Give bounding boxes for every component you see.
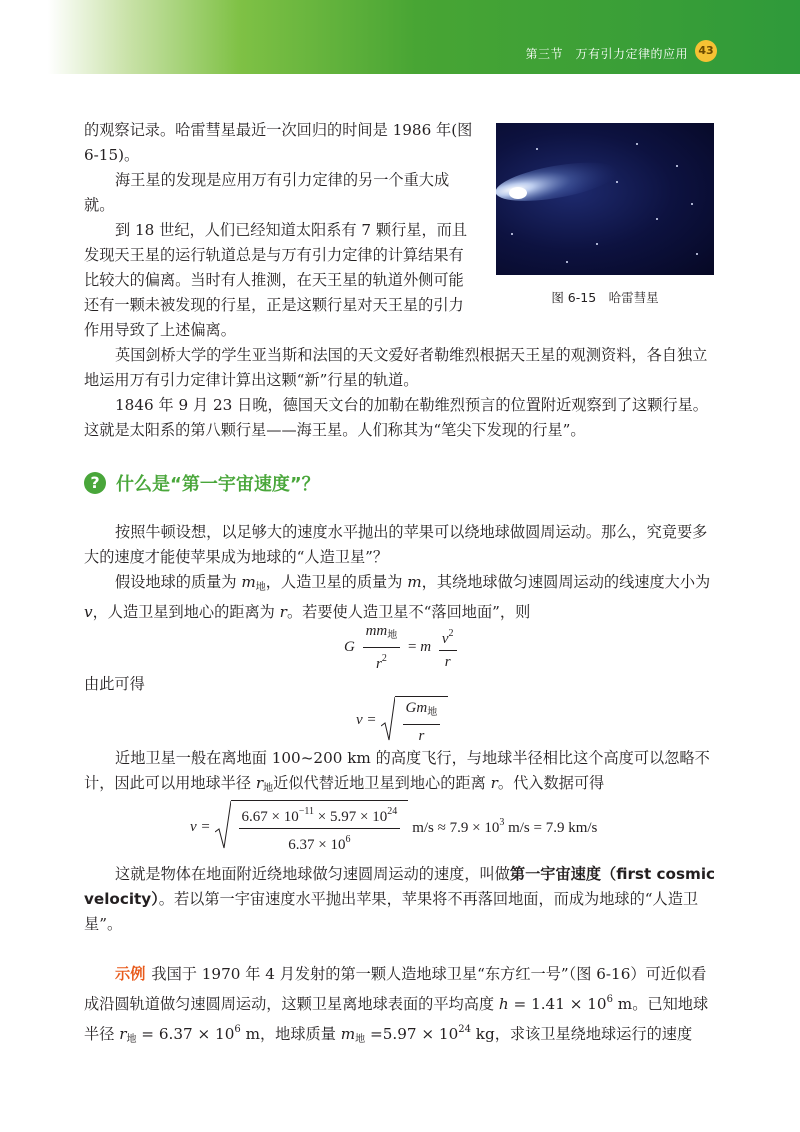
text-run: ，人造卫星的质量为 xyxy=(265,573,408,591)
superscript: 6 xyxy=(345,834,351,845)
fraction-numerator xyxy=(239,803,401,829)
formula-symbol: r xyxy=(444,653,451,670)
number: =5.97 × 10 xyxy=(365,1025,459,1043)
halley-comet-figure xyxy=(496,123,714,275)
fraction-numerator xyxy=(439,625,457,651)
fraction-numerator xyxy=(363,622,401,648)
text-run: 我国于 1970 年 4 月发射的第一颗人造地球卫星“东方红一号”（图 6-16）可近似看成沿圆轨道做匀速圆周运动，这颗卫星离地球表面的平均高度 xyxy=(84,965,707,1013)
section-title: 什么是“第一宇宙速度”？ xyxy=(116,474,320,495)
text-run: 近地卫星一般在离地面 100~200 km 的高度飞行，与地球半径相比这个高度可以忽略不计，因此可以用地球半径 xyxy=(84,749,710,792)
formula-result xyxy=(412,817,597,837)
formula-velocity-numeric xyxy=(190,800,597,854)
section-header-title: 第三节 万有引力定律的应用 xyxy=(525,47,688,61)
page-header xyxy=(0,0,800,74)
subscript-earth: 地 xyxy=(427,707,438,718)
paragraph-adams-leverrier: 英国剑桥大学的学生亚当斯和法国的天文爱好者勒维烈根据天王星的观测资料，各自独立地运用万有引力定律计算出这颗“新”行星的轨道。 xyxy=(84,346,708,389)
star xyxy=(656,218,658,220)
formula-symbol: v = xyxy=(356,712,377,728)
text-run: ，人造卫星到地心的距离为 xyxy=(92,603,280,621)
formula-symbol: v xyxy=(441,630,449,647)
square-root xyxy=(215,800,409,854)
formula-symbol: v = xyxy=(190,818,211,835)
subscript-earth: 地 xyxy=(255,582,266,593)
paragraph-therefore: 由此可得 xyxy=(84,675,145,693)
symbol-m-earth: m xyxy=(340,1025,356,1043)
star xyxy=(536,148,538,150)
star xyxy=(636,143,638,145)
fraction xyxy=(439,625,457,671)
formula-gravity-centripetal xyxy=(344,622,461,673)
paragraph-neptune-discovery: 海王星的发现是应用万有引力定律的另一个重大成就。 xyxy=(84,171,450,214)
superscript: 2 xyxy=(381,653,387,664)
text-run: 这就是物体在地面附近绕地球做匀速圆周运动的速度，叫做 xyxy=(115,865,510,883)
text-run: 近似代替近地卫星到地心的距离 xyxy=(273,774,491,792)
symbol-r: r xyxy=(255,774,264,792)
paragraph-first-cosmic-velocity xyxy=(84,862,716,937)
formula-symbol: r xyxy=(418,728,425,744)
text-run: 。代入数据可得 xyxy=(497,774,605,792)
page-number-badge: 43 xyxy=(695,40,717,62)
superscript: 24 xyxy=(387,806,398,817)
question-icon: ? xyxy=(84,472,106,494)
subscript-earth: 地 xyxy=(355,1034,366,1045)
symbol-r: r xyxy=(490,774,498,792)
text-run: 假设地球的质量为 xyxy=(115,573,242,591)
star xyxy=(676,165,678,167)
text-run: m。已知地球半径 xyxy=(84,995,709,1043)
star xyxy=(566,261,568,263)
paragraph-galle-observation: 1846 年 9 月 23 日晚，德国天文台的加勒在勒维烈预言的位置附近观察到了这颗行星。这就是太阳系的第八颗行星——海王星。人们称其为“笔尖下发现的行星”。 xyxy=(84,396,708,439)
fraction-denominator xyxy=(442,651,454,671)
star xyxy=(696,253,698,255)
equals-sign: = xyxy=(408,638,417,655)
text-run: 。若以第一宇宙速度水平抛出苹果，苹果将不再落回地面，而成为地球的“人造卫星”。 xyxy=(84,890,699,933)
fraction xyxy=(363,622,401,673)
formula-symbol: G xyxy=(344,638,355,655)
term-first-cosmic-velocity: 第一宇宙速度（first cosmic velocity） xyxy=(84,865,716,908)
comet-illustration xyxy=(496,123,714,275)
text-run: m，地球质量 xyxy=(240,1025,341,1043)
number: 6.67 × 10 xyxy=(241,809,299,825)
symbol-r: r xyxy=(279,603,287,621)
radical-sign-icon xyxy=(381,696,395,742)
superscript: 2 xyxy=(448,627,454,639)
radicand xyxy=(395,696,449,745)
formula-velocity-general xyxy=(356,696,448,745)
square-root xyxy=(381,696,449,745)
formula-symbol: m xyxy=(420,638,432,655)
number: m/s = 7.9 km/s xyxy=(504,820,598,836)
fraction-denominator xyxy=(285,829,353,854)
paragraph-newton-apple: 按照牛顿设想，以足够大的速度水平抛出的苹果可以绕地球做圆周运动。那么，究竟要多大的速度才能使苹果成为地球的“人造卫星”？ xyxy=(84,523,708,566)
formula-symbol: r xyxy=(376,656,382,672)
formula-symbol: Gm xyxy=(405,700,428,716)
paragraph-uranus-orbit: 到 18 世纪，人们已经知道太阳系有 7 颗行星，而且发现天王星的运行轨道总是与万有引力定律的计算结果有比较大的偏离。当时有人推测，在天王星的轨道外侧可能还有一颗未被发现的行星，正是这颗行星对天王星的引力作用导致了上述偏离。 xyxy=(84,221,468,339)
superscript: 6 xyxy=(234,1024,241,1035)
subscript-earth: 地 xyxy=(126,1034,137,1045)
symbol-m-earth: m xyxy=(241,573,256,591)
number: × 5.97 × 10 xyxy=(314,809,388,825)
fraction-denominator xyxy=(373,648,390,673)
star xyxy=(616,181,618,183)
number: 6.37 × 10 xyxy=(288,837,346,853)
radical-sign-icon xyxy=(215,800,231,850)
figure-caption: 图 6-15 哈雷彗星 xyxy=(551,290,659,305)
symbol-h: h xyxy=(498,995,509,1013)
example-label: 示例 xyxy=(115,965,146,983)
superscript: 3 xyxy=(499,817,505,828)
formula-symbol: mm xyxy=(365,623,388,639)
superscript: −11 xyxy=(298,806,315,817)
star xyxy=(596,243,598,245)
number: = 1.41 × 10 xyxy=(508,995,607,1013)
text-run: 。若要使人造卫星不“落回地面”，则 xyxy=(286,603,531,621)
symbol-m: m xyxy=(407,573,422,591)
symbol-r: r xyxy=(119,1025,127,1043)
fraction-numerator xyxy=(403,699,441,725)
paragraph-assumption xyxy=(84,570,716,625)
section-heading xyxy=(84,468,320,498)
radicand xyxy=(231,800,409,854)
superscript: 24 xyxy=(458,1024,471,1035)
text-run: ，其绕地球做匀速圆周运动的线速度大小为 xyxy=(421,573,711,591)
subscript-earth: 地 xyxy=(387,630,398,641)
example-paragraph xyxy=(84,962,716,1052)
subscript-earth: 地 xyxy=(263,783,274,794)
number: m/s ≈ 7.9 × 10 xyxy=(412,820,500,836)
fraction-denominator xyxy=(415,725,427,745)
text-run: kg，求该卫星绕地球运行的速度 xyxy=(470,1025,693,1043)
paragraph-near-earth xyxy=(84,746,716,801)
fraction xyxy=(239,803,401,854)
star xyxy=(691,203,693,205)
symbol-v: v xyxy=(84,603,93,621)
superscript: 6 xyxy=(606,994,613,1005)
paragraph-halley-record: 的观察记录。哈雷彗星最近一次回归的时间是 1986 年(图 6-15)。 xyxy=(84,121,473,164)
number: = 6.37 × 10 xyxy=(136,1025,235,1043)
star xyxy=(511,233,513,235)
fraction xyxy=(403,699,441,745)
